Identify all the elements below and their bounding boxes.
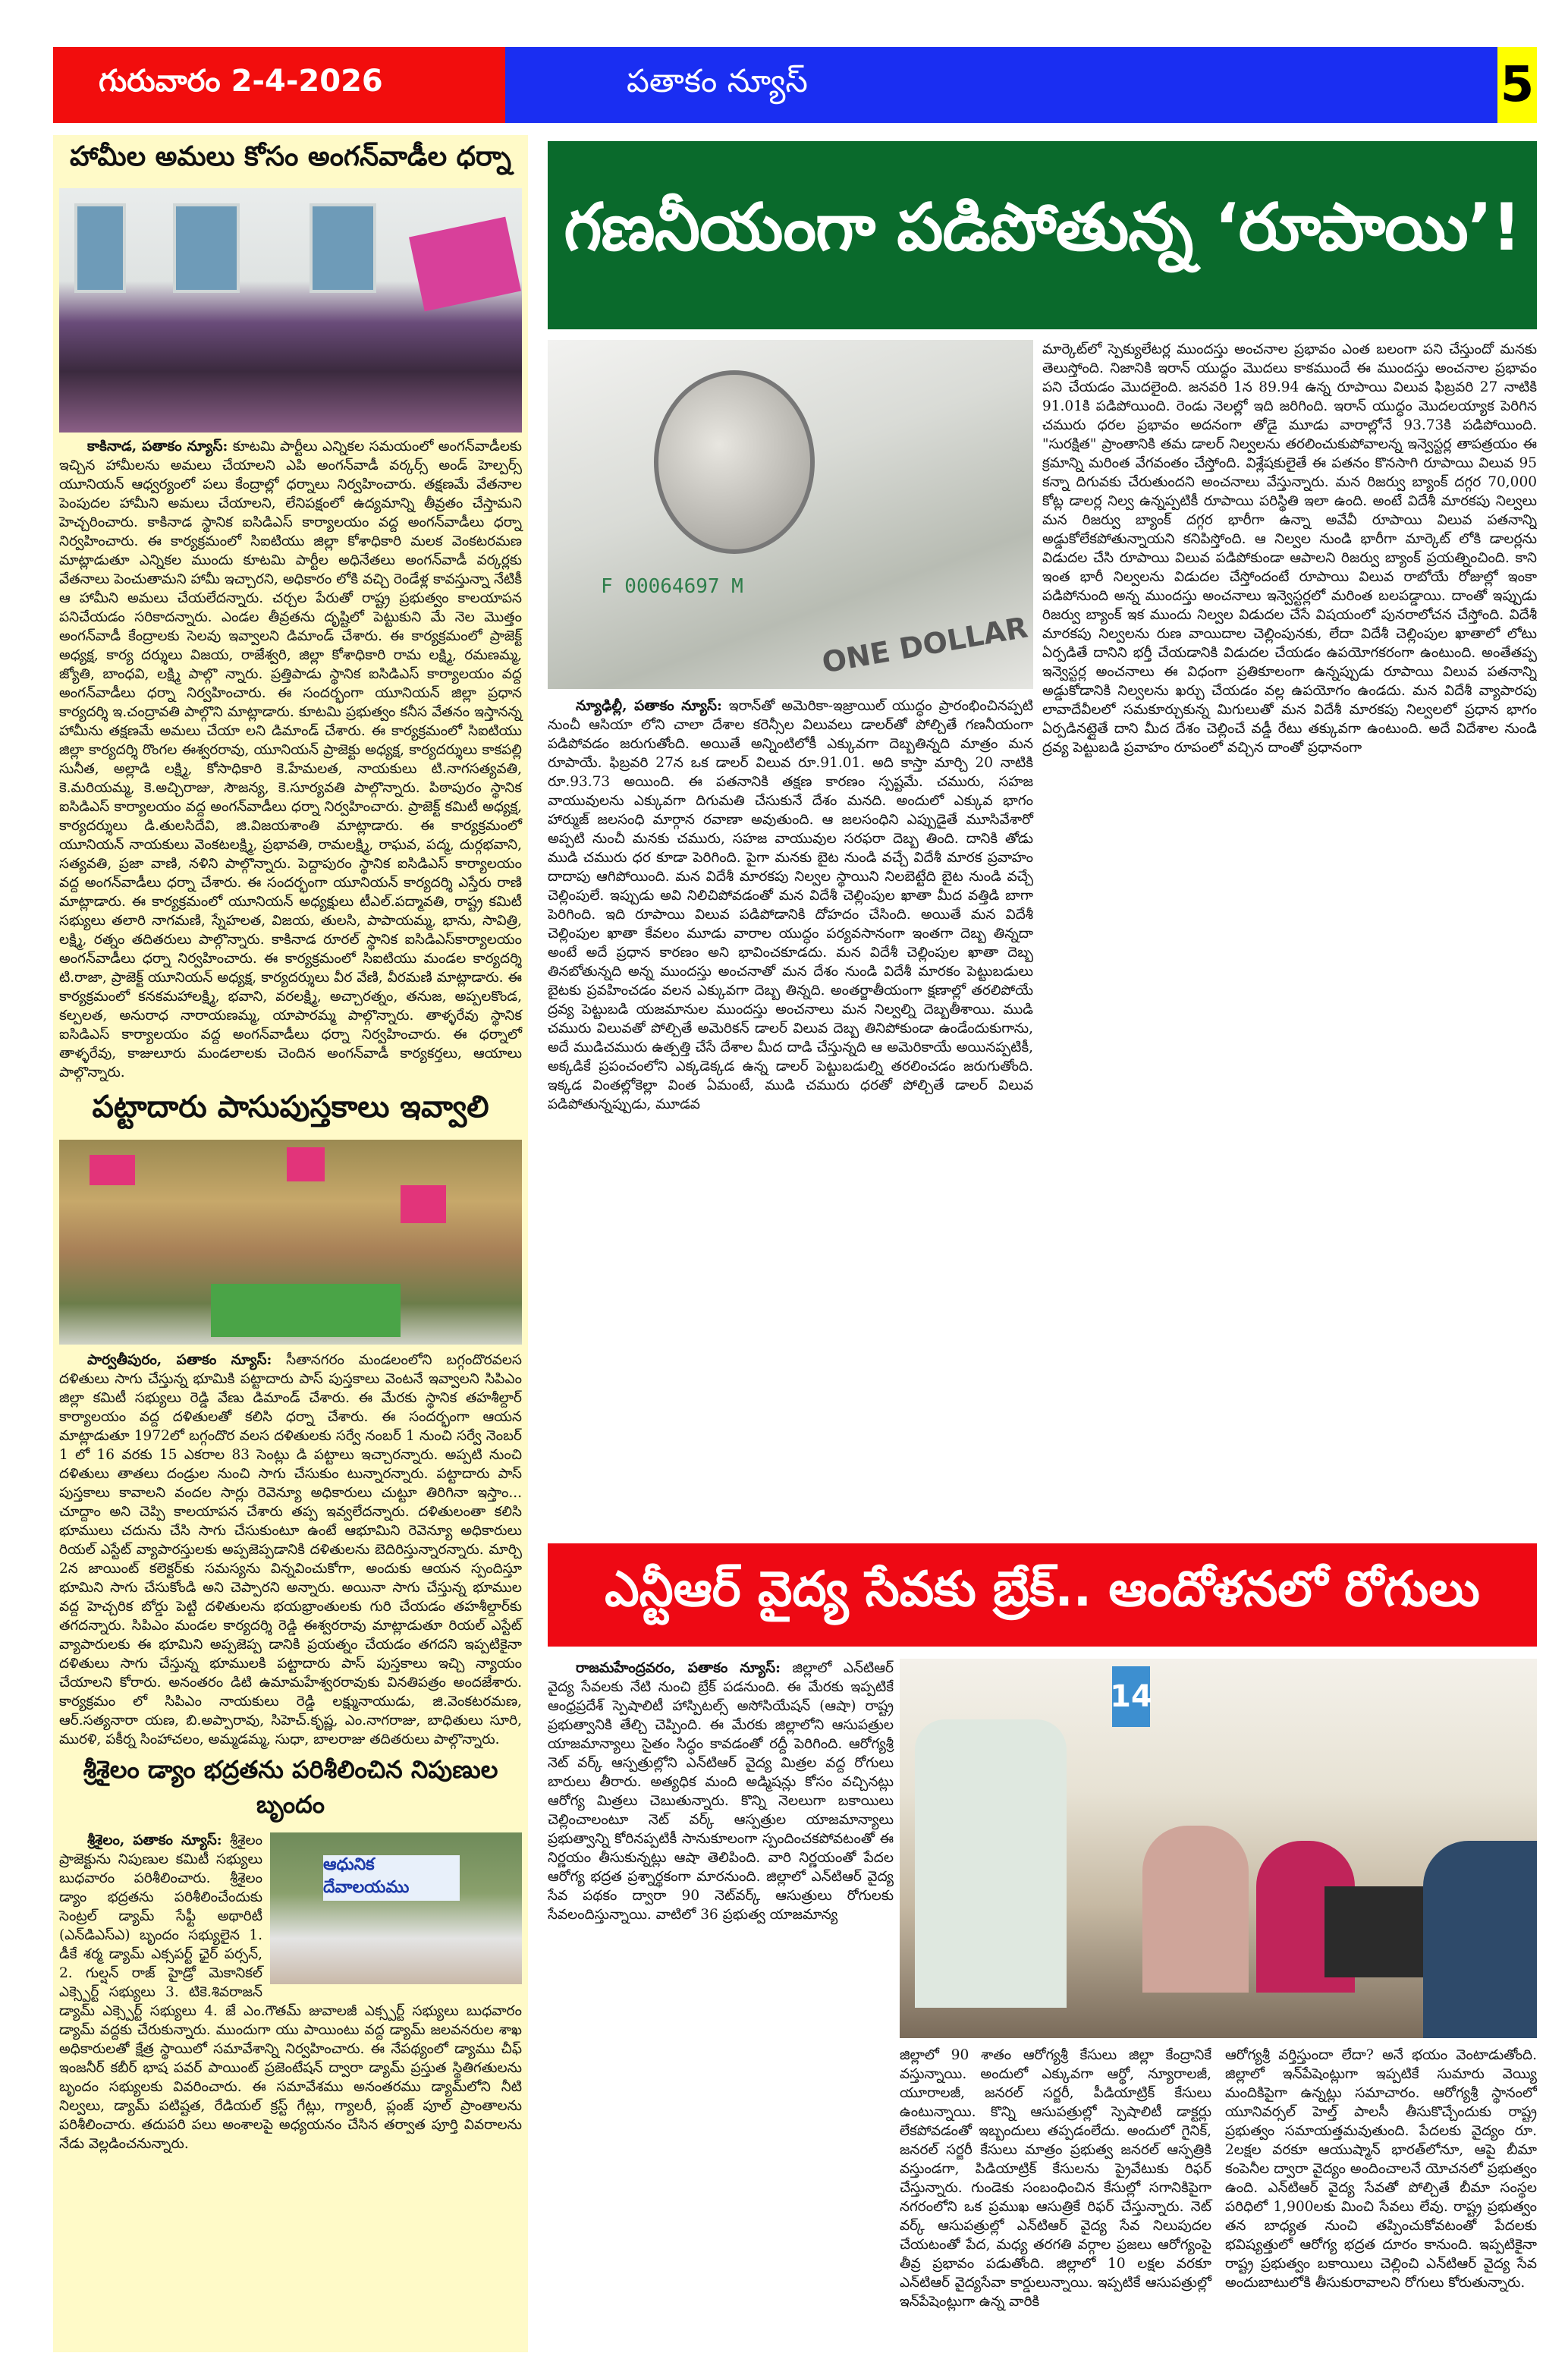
- flag-shape: [287, 1147, 325, 1181]
- dateline: న్యూఢిల్లీ, పతాకం న్యూస్:: [576, 698, 722, 714]
- body-text: శ్రీశైలం ప్రాజెక్టును నిపుణుల కమిటీ సభ్యులు బుధవారం పరిశీలించారు. శ్రీశైలం డ్యాం భద్రతను పరిశీలించేందుకు సెంట్రల్ డ్యామ్ సేఫ్టీ అథారిటీ (ఎన్‌డిఎస్‌ఎ) బృందం సభ్యులైన 1. డీకే శర్మ డ్యామ్ ఎక్సపర్ట్ ఛైర్ పర్సన్, 2. గుల్షన్ రాజ్ హైడ్రో మెకానికల్: [59, 1832, 263, 1981]
- rupee-left-column: [548, 340, 1033, 1537]
- window-shape: [310, 203, 376, 293]
- window-shape: [74, 203, 126, 293]
- masthead-date: [53, 47, 505, 123]
- body-text: జిల్లాలో ఎన్‌టిఆర్ వైద్య సేవలకు నేటి నుంచి బ్రేక్ పడనుంది. ఈ మేరకు ఇప్పటికే ఆంధ్రప్రదేశ్ స్పెషాలిటీ హాస్పిటల్స్ అసోసియేషన్ (ఆషా) రాష్ట్ర ప్రభుత్వానికి తేల్చి చెప్పింది. ఈ మేరకు జిల్లాలోని ఆసుపత్రుల యాజమాన్యాలు సైతం సిద్ధం కావడంతో రద్దీ పెరిగింది. ఆరోగ్యశ్రీ నెట్ వర్క్ ఆస్పత్రుల్లోని ఎన్‌టిఆర్ వైద్య మిత్రల వద్ద రోగులు బారులు తీరారు. అత్యధిక మంది అడ్మిషన్లు కోసం వచ్చినట్లు ఆరోగ్య మిత్రలు చెబుతున్నారు. కొన్ని నెలలుగా బకాయిలు చెల్లించాలంటూ నెట్ వర్క్ ఆస్పత్రుల యాజమాన్యాలు ప్రభుత్వాన్ని కోరినప్పటికీ సానుకూలంగా స్పందించకపోవటంతో ఈ నిర్ణయం తీసుకున్నట్లు ఆషా తెలిపింది. వారి నిర్ణయంతో పేదల ఆరోగ్య భద్రత ప్రశ్నార్థకంగా మారనుంది. జిల్లాలో ఎన్‌టిఆర్ వైద్య సేవ పథకం ద్వారా 90 నెట్‌వర్క్ ఆసుత్రులు రోగులకు సేవలందిస్తున్నాయి. వాటిలో 36 ప్రభుత్వ యాజమాన్య: [548, 1660, 894, 1923]
- rupee-headline: గణనీయంగా పడిపోతున్న ‘రూపాయి’!: [564, 189, 1521, 266]
- body-text: ఎక్స్పెర్ట్ సభ్యులు 3. టికె.శివరాజన్ డ్యామ్ ఎక్స్పెర్ట్ సభ్యులు 4. జే ఎం.గౌతమ్ జువాలజీ ఎక్స్పర్ట్ సభ్యులు బుధవారం డ్యామ్ వద్దకు చేరుకున్నారు. ముందుగా యు పాయింటు వద్ద డ్యామ్ జలవనరుల శాఖ అధికారులతో క్షేత్ర స్థాయిలో సమావేశాన్ని నిర్వహించారు. ఈ నేపథ్యంలో డ్యాము చీఫ్ ఇంజనీర్ కబీర్ భాష పవర్ పాయింట్ ప్రజెంటేషన్ ద్వారా డ్యామ్ ప్రస్తుత స్థితిగతులను బృందం సభ్యులకు వివరించారు. ఈ సమావేశము అనంతరము డ్యామ్‌లోని నీటి నిల్వలు, డ్యామ్ పటిష్టత, రేడియల్ క్రస్ట్ గేట్లు, గ్యాలరీ, ప్లంజ్ పూల్ ప్రాంతాలను పరిశీలించారు. తదుపరి పలు అంశాలపై అధ్యయనం చేసిన తర్వాత పూర్తి వివరాలను నేడు వెల్లడించనున్నారు.: [59, 1984, 522, 2152]
- coin-shape: [654, 370, 815, 554]
- body-text: మార్కెట్‌లో స్పెక్యులేటర్ల ముందస్తు అంచనాల ప్రభావం ఎంత బలంగా పని చేస్తుందో మనకు తెలుస్తోంది. నిజానికి ఇరాన్ యుద్ధం మొదలు కాకముందే ఈ ముందస్తు అంచనాల ప్రభావం పని చేయడం మొదలైంది. జనవరి 1న 89.94 ఉన్న రూపాయి విలువ ఫిబ్రవరి 27 నాటికి 91.01కి పడిపోయింది. రెండు నెలల్లో ఇది జరిగింది. ఇరాన్ యుద్ధం మొదలయ్యాక పెరిగిన చమురు ధరల ప్రభావం అదనంగా తోడై మూడు వారాల్లోనే 93.73కి పడిపోయింది. "సురక్షిత" ప్రాంతానికి తమ డాలర్ నిల్వలను తరలించుకుపోవాలన్న ఇన్వెస్టర్ల తాపత్రయం ఈ క్రమాన్ని మరింత వేగవంతం చేస్తోంది. విశ్లేషకులైతే ఈ పతనం కొనసాగి రూపాయి విలువ 95 కన్నా దిగువకు చేరుతుందని అంచనాలు వేస్తున్నారు. మన రిజర్వు బ్యాంక్ దగ్గర 70,000 కోట్ల డాలర్ల నిల్వ ఉన్నప్పటికీ రూపాయి పరిస్థితి ఇలా ఉంది. అంటే విదేశీ మారకపు నిల్వలు మన రిజర్వు బ్యాంక్ దగ్గర భారీగా ఉన్నా అవేవీ రూపాయి విలువ పతనాన్ని అడ్డుకోలేకపోతున్నాయని కనిపిస్తోంది. ఆ నిల్వల నుండి భారీగా మార్కెట్ లోకి డాలర్లను విడుదల చేసి రూపాయి విలువ పడిపోకుండా ఆపాలని రిజర్వు బ్యాంక్ ప్రయత్నించింది. కాని ఇంత భారీ నిల్వలను విడుదల చేస్తోందంటే రూపాయి విలువ రాబోయే రోజుల్లో ఇంకా పడిపోనుంది అన్న ముందస్తు అంచనాలు ఇన్వెస్టర్లలో మరింత బలపడ్డాయి. దాంతో ఇప్పుడు రిజర్వు బ్యాంక్ ఇక ముందు నిల్వల విడుదల చేసే విషయంలో పునరాలోచన చేస్తోంది. విదేశీ మారకపు నిల్వలను రుణ వాయిదాల చెల్లింపునకు, లేదా విదేశీ చెల్లింపుల ఖాతాలో లోటు ఏర్పడితే దానిని భర్తీ చేయడానికి విడుదల చేయడం ఉపయోగకరంగా ఉంటుంది. అంతేతప్ప ఇన్వెస్టర్ల అంచనాలు ఈ విధంగా ప్రతికూలంగా ఉన్నప్పుడు రూపాయి విలువ పతనాన్ని అడ్డుకోడానికి నిల్వలను ఖర్చు చేయడం వల్ల ఉపయోగం ఉండదు. మన విదేశీ వ్యాపారపు లావాదేవీలలో సమకూర్చుకున్న మిగులుతో మన విదేశీ మారకపు నిల్వలలో ప్రధాన భాగం ఏర్పడినట్లైతే దాని మీద దేశం చెల్లించే వడ్డీ రేటు తక్కువగా ఉంటుంది. అదే విదేశాల నుండి ద్రవ్య పెట్టుబడి ప్రవాహం రూపంలో వచ్చిన దాంతో ప్రధానంగా: [1042, 341, 1537, 756]
- page-number: [1497, 47, 1537, 123]
- rupee-article-body-right: [1042, 340, 1537, 1537]
- anganwadi-article-body: [59, 437, 522, 1082]
- operator-figure: [1423, 1841, 1537, 2038]
- banner-shape: [409, 217, 521, 312]
- paper-name: పతాకం న్యూస్: [627, 62, 808, 99]
- date-text: గురువారం 2-4-2026: [99, 64, 383, 99]
- rupee-article-body-left: [548, 697, 1033, 1114]
- patient-figure: [1142, 1826, 1249, 1993]
- patient-figure: [915, 1719, 1067, 2008]
- body-text: ఆరోగ్యశ్రీ వర్తిస్తుందా లేదా? అనే భయం వెంటాడుతోంది. జిల్లాలో ఇన్‌పేషెంట్లుగా ఇప్పటికే సుమారు వెయ్యి మందికిపైగా ఉన్నట్లు సమాచారం. ఆరోగ్యశ్రీ స్థానంలో యూనివర్సల్ హెల్త్ పాలసీ తీసుకొచ్చేందుకు రాష్ట్ర ప్రభుత్వం సమాయత్తమవుతుంది. పేదలకు వైద్యం రూ. 2లక్షల వరకూ ఆయుష్మాన్ భారత్‌లోనూ, ఆపై బీమా కంపెనీల ద్వారా వైద్యం అందించాలనే యోచనలో ప్రభుత్వం ఉంది. ఎన్‌టిఆర్ వైద్య సేవతో పోల్చితే బీమా సంస్థల పరిధిలో 1,900లకు మించి సేవలు లేవు. రాష్ట్ర ప్రభుత్వం తన బాధ్యత నుంచి తప్పించుకోవటంతో పేదలకు భవిష్యత్తులో ఆరోగ్య భద్రత దూరం కానుంది. ఇప్పటికైనా రాష్ట్ర ప్రభుత్వం బకాయిలు చెల్లించి ఎన్‌టిఆర్ వైద్య సేవ అందుబాటులోకి తీసుకురావాలని రోగులు కోరుతున్నారు.: [1225, 2047, 1537, 2291]
- banknote-serial: F 00064697 M: [601, 575, 743, 598]
- flag-shape: [90, 1155, 135, 1185]
- computer-monitor: [1324, 1886, 1438, 1977]
- rupee-headline-banner: [548, 141, 1537, 329]
- ntr-article-body-col1: [548, 1659, 894, 2357]
- banknote-text: ONE DOLLAR: [819, 610, 1030, 680]
- dateline: రాజమహేంద్రవరం, పతాకం న్యూస్:: [576, 1660, 781, 1676]
- ntr-headline: ఎన్టీఆర్ వైద్య సేవకు బ్రేక్.. ఆందోళనలో రోగులు: [605, 1561, 1480, 1618]
- body-text: ఇరాన్‌తో అమెరికా-ఇజ్రాయిల్ యుద్ధం ప్రారంభించినప్పటి నుంచీ ఆసియా లోని చాలా దేశాల కరెన్సీల విలువలు డాలర్‌తో పోల్చితే గణనీయంగా పడిపోవడం జరుగుతోంది. అయితే అన్నింటిలోకీ ఎక్కువగా దెబ్బతిన్నది మాత్రం మన రూపాయే. ఫిబ్రవరి 27న ఒక డాలర్ విలువ రూ.91.01. అది కాస్తా మార్చి 20 నాటికి రూ.93.73 అయింది. ఈ పతనానికి తక్షణ కారణం స్పష్టమే. చమురు, సహజ వాయువులను ఎక్కువగా దిగుమతి చేసుకునే దేశం మనది. అందులో ఎక్కువ భాగం హార్ముజ్ జలసంధి మార్గాన రవాణా అవుతుంది. ఆ జలసంధిని ఎప్పుడైతే మూసివేశారో అప్పటి నుంచీ మనకు చమురు, సహజ వాయువుల సరఫరా దెబ్బ తింది. దానికి తోడు ముడి చమురు ధర కూడా పెరిగింది. పైగా మనకు బైట నుండి వచ్చే విదేశీ మారక ప్రవాహం దాదాపు ఆగిపోయింది. మన విదేశీ మారకపు నిల్వల స్థాయిని నిలబెట్టేది బైట నుండి వచ్చే చెల్లింపులే. ఇప్పుడు అవి నిలిచిపోవడంతో మన విదేశీ చెల్లింపుల ఖాతా మీద వత్తిడి బాగా పెరిగింది. ఇది రూపాయి విలువ పడిపోడానికి దోహదం చేసింది. అయితే మన విదేశీ చెల్లింపుల ఖాతా కేవలం మూడు వారాల యుద్ధం పర్యవసానంగా ఇంతగా దెబ్బ తిన్నదా అంటే అదే ప్రధాన కారణం అని భావించకూడదు. మన విదేశీ చెల్లింపుల ఖాతా దెబ్బ తినబోతున్నది అన్న ముందస్తు అంచనాతో మన దేశం నుండి విదేశీ మారకం పెట్టుబడులు బైటకు ప్రవహించడం వలన ఎక్కువగా దెబ్బ తిన్నది. అంతర్జాతీయంగా క్షణాల్లో తరలిపోయే ద్రవ్య పెట్టుబడి యజమానుల ముందస్తు అంచనాలు మన నిల్వల్ని దెబ్బతీశాయి. ముడి చమురు విలువతో పోల్చితే అమెరికన్ డాలర్ విలువ దెబ్బ తినిపోకుండా ఉండేందుకుగాను, అదే ముడిచమురు ఉత్పత్తి చేసే దేశాల మీద దాడి చేస్తున్నది ఆ అమెరికాయే అయినప్పటికీ, అక్కడికే ప్రపంచంలోని ఎక్కడెక్కడ ఉన్న డాలర్ పెట్టుబడుల్ని తరలించడం జరుగుతోంది. ఇక్కడ వింతల్లోకెల్లా వింత ఏమంటే, ముడి చమురు ధరతో పోల్చితే డాలర్ విలువ పడిపోతున్నప్పుడు, మూడవ: [548, 698, 1033, 1112]
- body-text: సీతానగరం మండలంలోని బగ్గందొరవలస దళితులు సాగు చేస్తున్న భూమికి పట్టాదారు పాస్ పుస్తకాలు వెంటనే ఇవ్వాలని సిపిఎం జిల్లా కమిటీ సభ్యులు రెడ్డి వేణు డిమాండ్ చేశారు. ఈ మేరకు స్థానిక తహశీల్దార్ కార్యాలయం వద్ద దళితులతో కలిసి ధర్నా చేశారు. ఈ సందర్భంగా ఆయన మాట్లాడుతూ 1972లో బగ్గందొర వలస దళితులకు సర్వే నంబర్ 1 నుంచి సర్వే నెంబర్ 1 లో 16 వరకు 15 ఎకరాల 83 సెంట్లు డి పట్టాలు ఇచ్చారన్నారు. అప్పటి నుంచి దళితులు తాతలు దండ్రుల నుంచి సాగు చేసుకుం టున్నారన్నారు. పట్టాదారు పాస్ పుస్తకాలు కావాలని వందల సార్లు రెవెన్యూ అధికారులు చుట్టూ తిరిగినా ఇస్తాం... చూద్దాం అని చెప్పి కాలయాపన చేశారు తప్ప ఇవ్వలేదన్నారు. దళితులంతా కలిసి భూములు చదును చేసి సాగు చేసుకుంటూ ఉంటే ఆభూమిని రెవెన్యూ అధికారులు రియల్ ఎస్టేట్ వ్యాపారస్తులకు అప్పజెప్పడానికి దళితులను బెదిరిస్తున్నారన్నారు. మార్చి 2న జాయింట్ కలెక్టర్‌కు సమస్యను విన్నవించుకోగా, అందుకు ఆయన స్పందిస్తూ భూమిని సాగు చేసుకోండి అని చెప్పారని అన్నారు. అయినా సాగు చేస్తున్న భూముల వద్ద హెచ్చరిక బోర్డు పెట్టి దళితులను భయభ్రాంతులకు గురి చేయడం తహశీల్దార్‌కు తగదన్నారు. సిపిఎం మండల కార్యదర్శి రెడ్డి ఈశ్వరరావు మాట్లాడుతూ రియల్ ఎస్టేట్ వ్యాపారులకు ఈ భూమిని అప్పజెప్ప డానికి ప్రయత్నం చేయడం తగదని ఇప్పటికైనా దళితులు సాగు చేస్తున్న భూములకి పట్టాదారు పాస్ పుస్తకాలు ఇచ్చి న్యాయం చేయాలని కోరారు. అనంతరం డిటి ఉమామహేశ్వరరావుకు వినతిపత్రం అందజేశారు. కార్యక్రమం లో సిపిఎం నాయకులు రెడ్డి లక్ష్మునాయుడు, జి.వెంకటరమణ, ఆర్.సత్యనారా యణ, బి.అప్పారావు, సిహెచ్.కృష్ణ, ఎం.నాగరాజు, బాధితులు సూరి, మురళి, పకీర్న సింహాచలం, అమ్మడమ్మ, సుధా, బాలరాజు తదితరులు పాల్గొన్నారు.: [59, 1352, 522, 1747]
- masthead-title: [505, 47, 1497, 123]
- dateline: శ్రీశైలం, పతాకం న్యూస్:: [87, 1832, 222, 1848]
- page-number-text: 5: [1500, 57, 1535, 113]
- body-text: కూటమి పార్టీలు ఎన్నికల సమయంలో అంగన్‌వాడీలకు ఇచ్చిన హామీలను అమలు చేయాలని ఎపి అంగన్‌వాడీ వర్కర్స్ అండ్ హెల్పర్స్ యూనియన్ ఆధ్వర్యంలో పలు కేంద్రాల్లో ధర్నాలు నిర్వహించారు. తక్షణమే వేతనాల పెంపుదల హామీని అమలు చేయాలని, లేనిపక్షంలో ఉద్యమాన్ని తీవ్రతం చేస్తామని హెచ్చరించారు. కాకినాడ స్థానిక ఐసిడిఎస్ కార్యాలయం వద్ద అంగన్‌వాడీలు ధర్నా నిర్వహించారు. ఈ కార్యక్రమంలో సిఐటియు జిల్లా కోశాధికారి మలక వెంకటరమణ మాట్లాడుతూ ఎన్నికల ముందు కూటమి పార్టీల అధినేతలు అంగన్‌వాడీ వర్కర్లకు వేతనాలు పెంచుతామని హామీ ఇచ్చారని, అధికారం లోకి వచ్చి రెండేళ్ల కావస్తున్నా నేటికీ ఆ హామీని అమలు చేయలేదన్నారు. చర్చల పేరుతో రాష్ట్ర ప్రభుత్వం కాలయాపన పనిచేయడం సరికాదన్నారు. ఎండల తీవ్రతను దృష్టిలో పెట్టుకుని మే నెల మొత్తం అంగన్‌వాడీ కేంద్రాలకు సెలవు ఇవ్వాలని డిమాండ్ చేశారు. ఈ కార్యక్రమంలో ప్రాజెక్ట్ అధ్యక్ష, కార్య దర్శులు విజయ, రాజేశ్వరి, జిల్లా కోశాధికారి రామ లక్ష్మి, రమణమ్మ, జ్యోతి, బాంధవి, లక్ష్మి పాల్గొ న్నారు. ప్రత్తిపాడు స్థానిక ఐసిడిఎస్ కార్యాలయం వద్ద అంగన్‌వాడీలు ధర్నా నిర్వహించారు. ఈ సందర్భంగా యూనియన్ జిల్లా ప్రధాన కార్యదర్శి ఇ.చంద్రావతి పాల్గొని మాట్లాడారు. కూటమి ప్రభుత్వం కనీస వేతనం ఇస్తానన్న హామీను తక్షణమే అమలు చేయా లని డిమాండ్ చేశారు. ఈ కార్యక్రమంలో సిఐటియు జిల్లా కార్యదర్శి రొంగల ఈశ్వరరావు, యూనియన్ ప్రాజెక్టు అధ్యక్ష, కార్యదర్శులు కాకపల్లి సునీత, అల్లాడి లక్ష్మి, కోసాధికారి కె.హేమలత, నాయకులు టి.నాగసత్యవతి, కె.మరియమ్మ, కె.అచ్చిరాజు, సౌజన్య, కె.సూర్యవతి పాల్గొన్నారు. పిఠాపురం స్థానిక ఐసిడిఎస్ కార్యాలయం వద్ద అంగన్‌వాడీలు ధర్నా నిర్వహించారు. ప్రాజెక్ట్ కమిటీ అధ్యక్ష, కార్యదర్శులు డి.తులసిదేవి, జి.విజయశాంతి మాట్లాడారు. ఈ కార్యక్రమంలో యూనియన్ నాయకులు వెంకటలక్ష్మి, ప్రభావతి, రామలక్ష్మి, రాఘవ, పద్మ, దుర్గభవాని, సత్యవతి, ప్రజా వాణి, నళిని పాల్గొన్నారు. పెద్దాపురం స్థానిక ఐసిడిఎస్ కార్యాలయం వద్ద అంగన్‌వాడీలు ధర్నా చేశారు. ఈ సందర్భంగా యూనియన్ కార్యదర్శి ఎస్తేరు రాణి మాట్లాడారు. ఈ కార్యక్రమంలో యూనియన్ అధ్యక్షులు టీఎల్.పద్మావతి, రాష్ట్ర కమిటీ సభ్యులు తలారి నాగమణి, స్నేహలత, విజయ, తులసి, పాపాయమ్మ, భాను, సావిత్రి, లక్ష్మి, రత్నం తదితరులు పాల్గొన్నారు. కాకినాడ రూరల్ స్థానిక ఐసిడిఎస్‌కార్యాలయం అంగన్‌వాడీలు ధర్నా నిర్వహించారు. ఈ కార్యక్రమంలో సిఐటియు మండల కార్యదర్శి టి.రాజా, ప్రాజెక్ట్ యూనియన్ అధ్యక్ష, కార్యదర్శులు వీర వేణి, వీరమణి మాట్లాడారు. ఈ కార్యక్రమంలో కనకమహాలక్ష్మి, భవాని, వరలక్ష్మి, అచ్చారత్నం, తనుజ, అప్పలకొండ, కల్పలత, అనురాధ నారాయణమ్మ, యాపారమ్మ పాల్గొన్నారు. తాళ్ళరేవు స్థానిక ఐసిడిఎస్ కార్యాలయం వద్ద అంగన్‌వాడీలు ధర్నా నిర్వహించారు. ఈ ధర్నాలో తాళ్ళరేవు, కాజులూరు మండలాలకు చెందిన అంగన్‌వాడీ కార్యకర్తలు, ఆయాలు పాల్గొన్నారు.: [59, 439, 522, 1081]
- rupee-coin-dollar-photo: [548, 340, 1033, 689]
- banner-shape: [211, 1284, 401, 1337]
- hospital-counter-photo: [900, 1659, 1537, 2038]
- pattadar-protest-photo: [59, 1140, 522, 1345]
- ntr-right-area: [900, 1659, 1537, 2357]
- ntr-article-body-col3: [1225, 2046, 1537, 2311]
- ntr-article-body-col2: [900, 2046, 1211, 2311]
- pattadar-headline: పట్టాదారు పాసుపుస్తకాలు ఇవ్వాలి: [92, 1090, 489, 1125]
- ntr-lower-columns: [900, 2046, 1537, 2311]
- pattadar-article-body: [59, 1351, 522, 1749]
- anganwadi-headline: హామీల అమలు కోసం అంగన్‌వాడీల ధర్నా: [70, 141, 511, 172]
- counter-number: 14: [1112, 1666, 1150, 1727]
- ntr-headline-banner: [548, 1543, 1537, 1647]
- dateline: కాకినాడ, పతాకం న్యూస్:: [87, 439, 228, 455]
- window-shape: [173, 203, 240, 293]
- dateline: పార్వతీపురం, పతాకం న్యూస్:: [87, 1352, 272, 1368]
- body-text: జిల్లాలో 90 శాతం ఆరోగ్యశ్రీ కేసులు జిల్లా కేంద్రానికే వస్తున్నాయి. అందులో ఎక్కువగా ఆర్థో, న్యూరాలజీ, యూరాలజీ, జనరల్ సర్జరీ, పీడియాట్రిక్ కేసులు ఉంటున్నాయి. కొన్ని ఆసుపత్రుల్లో స్పెషాలిటీ డాక్టర్లు లేకపోవడంతో ఇబ్బందులు తప్పడంలేదు. అందులో గైనిక్, జనరల్ సర్జరీ కేసులు మాత్రం ప్రభుత్వ జనరల్ ఆస్పత్రికి వస్తుండగా, పిడియాట్రిక్ కేసులను ప్రైవేటుకు రిఫర్ చేస్తున్నారు. గుండెకు సంబంధించిన కేసుల్లో సగానికిపైగా నగరంలోని ఒక ప్రముఖ ఆసుత్రికే రిఫర్ చేస్తున్నారు. నెట్ వర్క్ ఆసుపత్రుల్లో ఎన్‌టిఆర్ వైద్య సేవ నిలుపుదల చేయటంతో పేద, మధ్య తరగతి వర్గాల ప్రజలు ఆరోగ్యంపై తీవ్ర ప్రభావం పడుతోంది. జిల్లాలో 10 లక్షల వరకూ ఎన్‌టిఆర్ వైద్యసేవా కార్డులున్నాయి. ఇప్పటికే ఆసుపత్రుల్లో ఇన్‌పేషెంట్లుగా ఉన్న వారికి: [900, 2047, 1211, 2310]
- left-column: [53, 135, 528, 2352]
- temple-sign: ఆధునిక దేవాలయము: [323, 1855, 460, 1901]
- ntr-article: [548, 1659, 1537, 2357]
- anganwadi-protest-photo: [59, 188, 522, 433]
- srisailam-headline: శ్రీశైలం డ్యాం భద్రతను పరిశీలించిన నిపుణుల బృందం: [83, 1755, 498, 1819]
- rupee-article: [548, 340, 1537, 1537]
- flag-shape: [401, 1185, 446, 1223]
- srisailam-team-photo: [270, 1832, 522, 1984]
